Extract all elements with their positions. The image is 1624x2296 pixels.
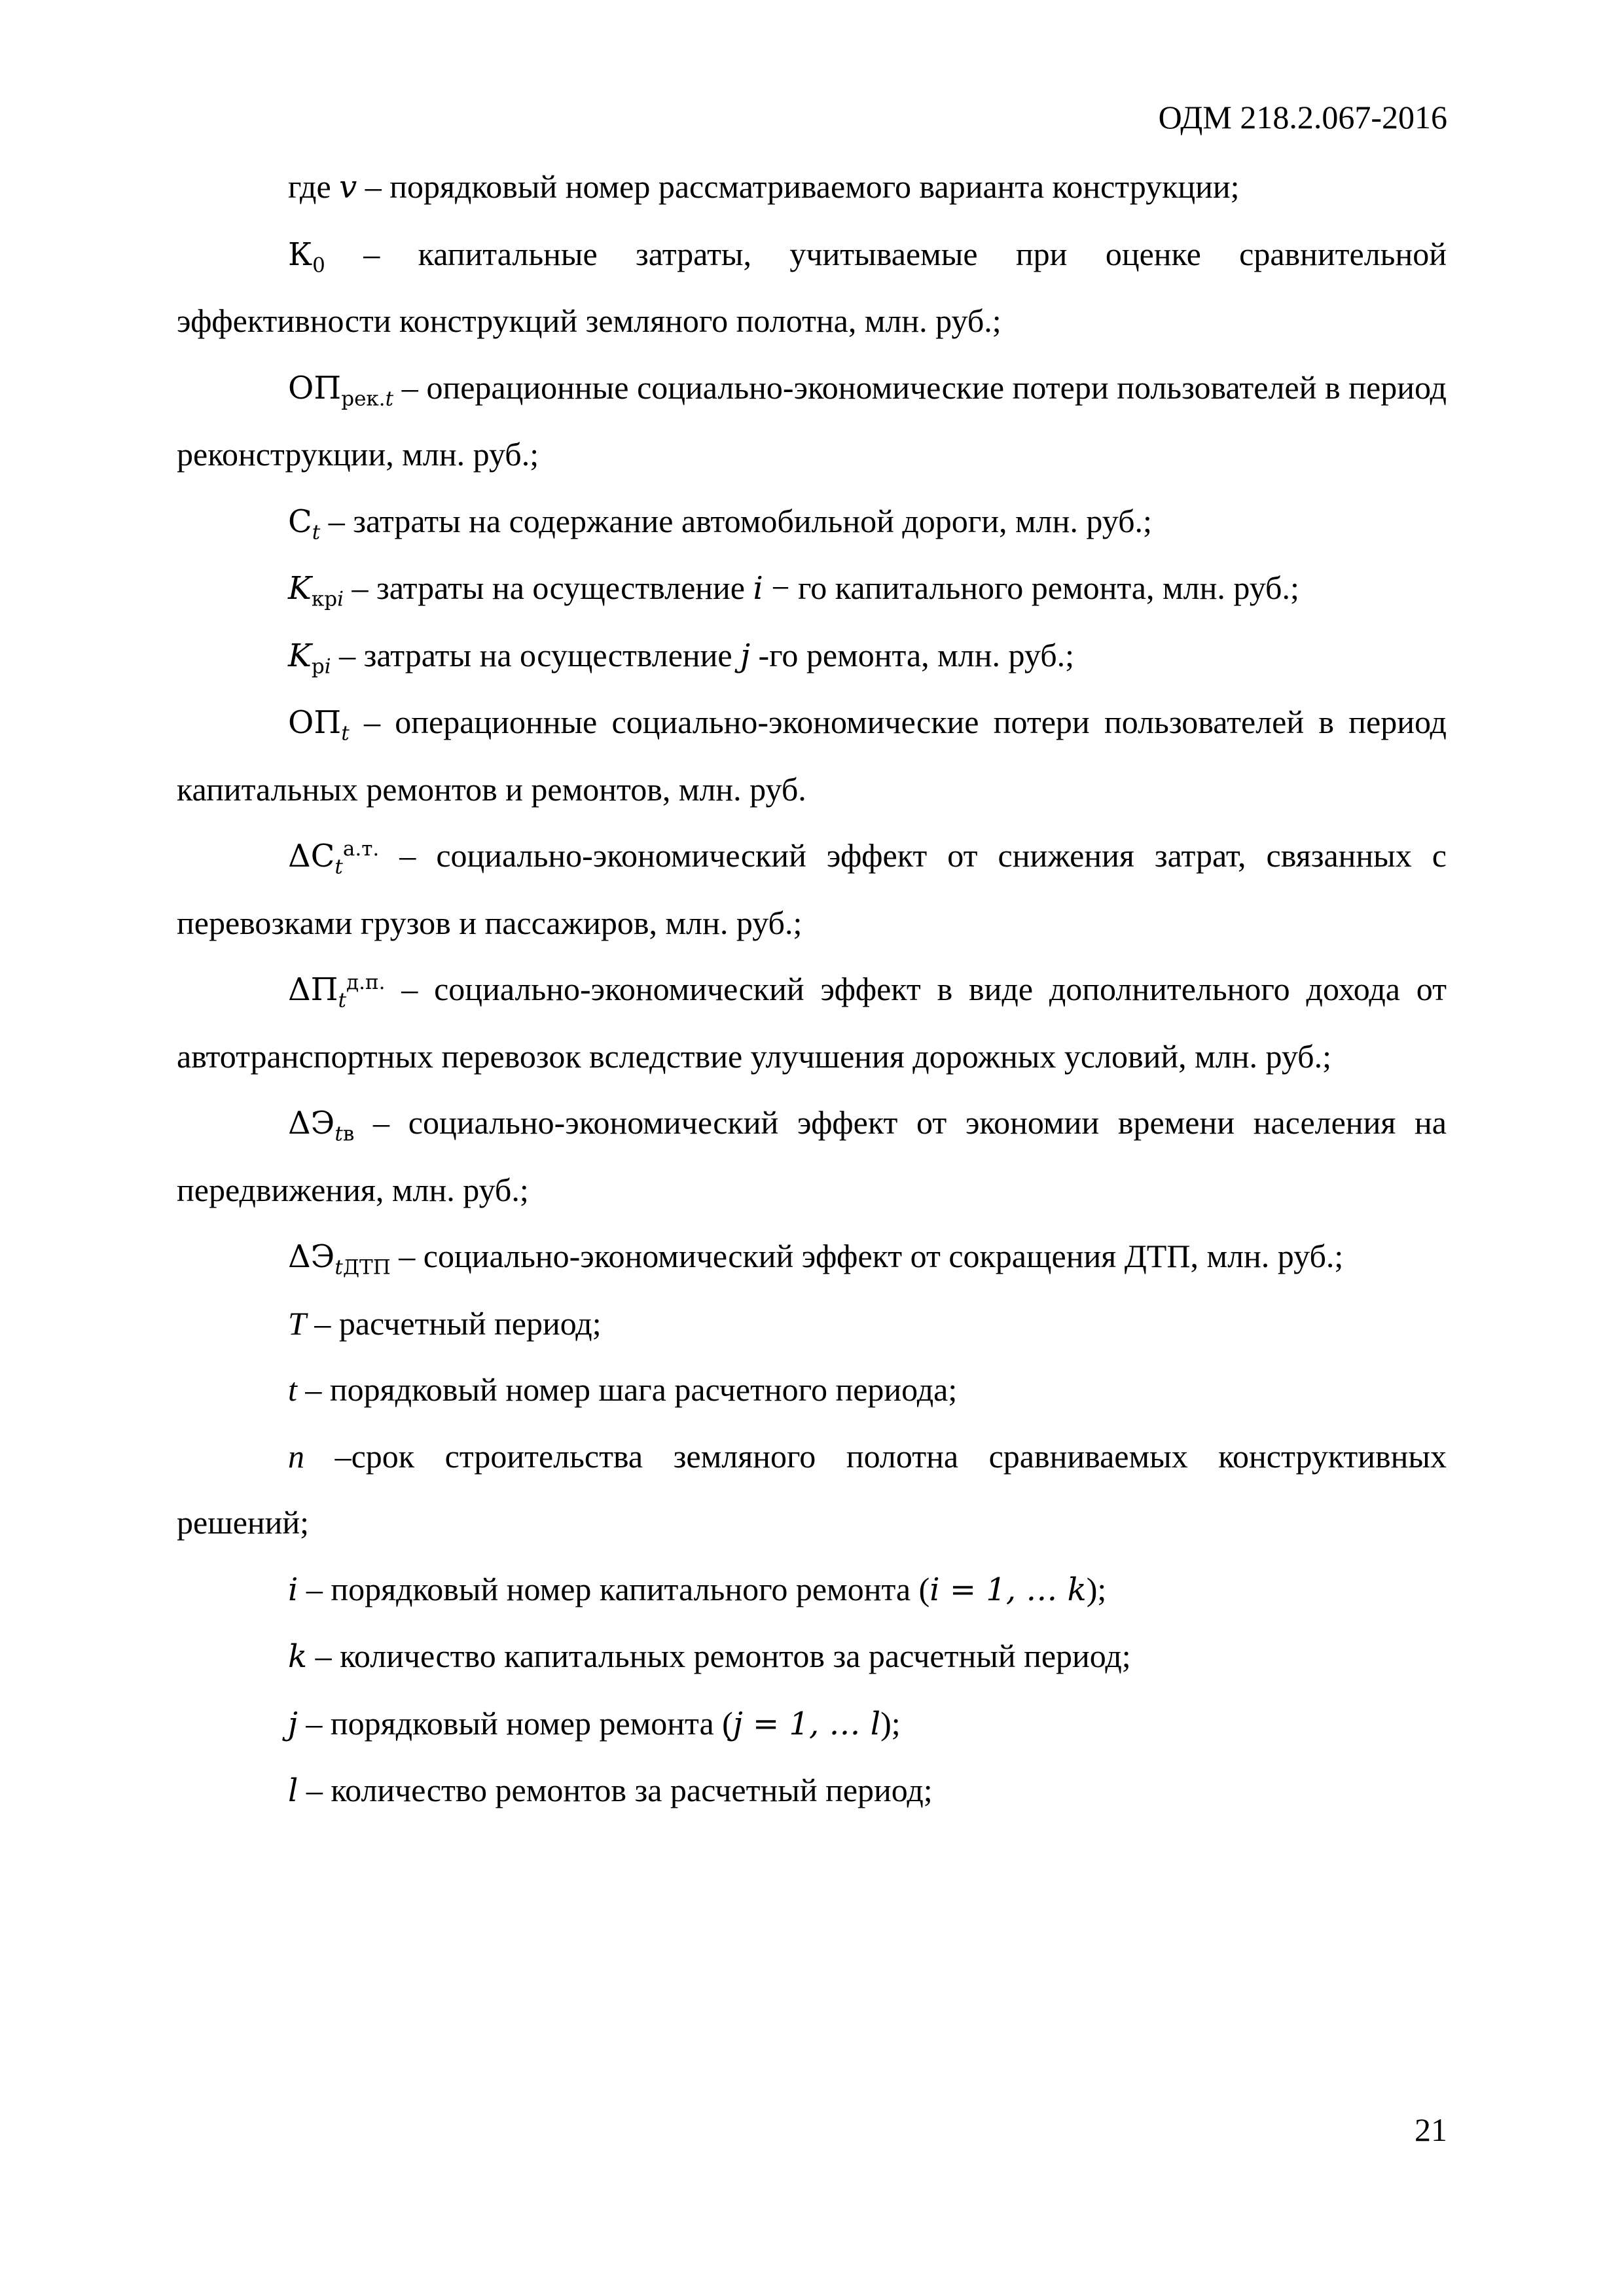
definition-T: T – расчетный период; xyxy=(288,1304,602,1342)
definition-delta-c: $\Delta C_t^{а.т.}$ – социально-экономический эффект от снижения затрат, связанных с перевозками грузов и пассажиров, млн. руб.; xyxy=(177,837,1447,941)
symbol-ct: $С_t$ xyxy=(288,503,321,545)
definitions-list xyxy=(177,154,1447,1825)
page-number: 21 xyxy=(1415,2111,1447,2148)
symbol-i: i xyxy=(288,1571,298,1608)
symbol-v: v xyxy=(339,169,357,206)
symbol-t: t xyxy=(288,1371,297,1408)
symbol-delta-c: $\Delta C_t^{а.т.}$ xyxy=(288,837,380,879)
formula-i-range: i = 1, … k xyxy=(929,1571,1087,1608)
symbol-kr: $K_{рi}$ xyxy=(288,637,331,679)
definition-k0: $К_0$ – капитальные затраты, учитываемые при оценке сравнительной эффективности конструкций земляного полотна, млн. руб.; xyxy=(177,235,1447,339)
definition-ct: $С_t$ – затраты на содержание автомобильной дороги, млн. руб.; xyxy=(288,502,1152,545)
definition-op-rek: $ОП_{рек.t}$ – операционные социально-экономические потери пользователей в период реконструкции, млн. руб.; xyxy=(177,368,1447,473)
definition-l: l – количество ремонтов за расчетный период; xyxy=(288,1772,933,1809)
symbol-T: T xyxy=(288,1304,306,1342)
symbol-op-rek: $ОП_{рек.t}$ xyxy=(288,369,394,411)
symbol-j: j xyxy=(288,1705,298,1742)
definition-i: i – порядковый номер капитального ремонта (i = 1, … k); xyxy=(288,1570,1107,1608)
symbol-k0: $К_0$ xyxy=(288,236,325,278)
symbol-opt: $ОП_t$ xyxy=(288,704,350,745)
definition-delta-e-tv: $\Delta Э_{tв}$ – социально-экономический эффект от экономии времени населения на передвижения, млн. руб.; xyxy=(177,1104,1447,1208)
symbol-l: l xyxy=(288,1772,298,1809)
symbol-delta-p: $\Delta П_t^{д.п.}$ xyxy=(288,971,386,1013)
symbol-kkr: $K_{крi}$ xyxy=(288,570,344,611)
definition-opt: $ОП_t$ – операционные социально-экономические потери пользователей в период капитальных ремонтов и ремонтов, млн. руб. xyxy=(177,704,1447,808)
definition-kr: $K_{рi}$ – затраты на осуществление j -го ремонта, млн. руб.; xyxy=(288,636,1075,679)
symbol-k: k xyxy=(288,1638,308,1675)
formula-j-range: j = 1, … l xyxy=(732,1705,881,1742)
definition-delta-e-dtp: $\Delta Э_{tДТП}$ – социально-экономический эффект от сокращения ДТП, млн. руб.; xyxy=(288,1238,1344,1280)
definition-n: n –срок строительства земляного полотна сравниваемых конструктивных решений; xyxy=(177,1437,1447,1541)
definition-k: k – количество капитальных ремонтов за расчетный период; xyxy=(288,1638,1131,1675)
definition-kkr: $K_{крi}$ – затраты на осуществление i − го капитального ремонта, млн. руб.; xyxy=(288,569,1299,611)
definition-v: где v – порядковый номер рассматриваемого варианта конструкции; xyxy=(288,168,1240,206)
document-code-header: ОДМ 218.2.067-2016 xyxy=(1158,99,1447,135)
definition-t: t – порядковый номер шага расчетного периода; xyxy=(288,1371,958,1408)
definition-delta-p: $\Delta П_t^{д.п.}$ – социально-экономический эффект в виде дополнительного дохода от автотранспортных перевозок вследствие улучшения дорожных условий, млн. руб.; xyxy=(177,971,1447,1075)
symbol-delta-e-dtp: $\Delta Э_{tДТП}$ xyxy=(288,1238,391,1280)
definition-j: j – порядковый номер ремонта (j = 1, … l); xyxy=(288,1704,901,1742)
symbol-delta-e-tv: $\Delta Э_{tв}$ xyxy=(288,1105,355,1146)
symbol-n: n xyxy=(288,1437,304,1475)
